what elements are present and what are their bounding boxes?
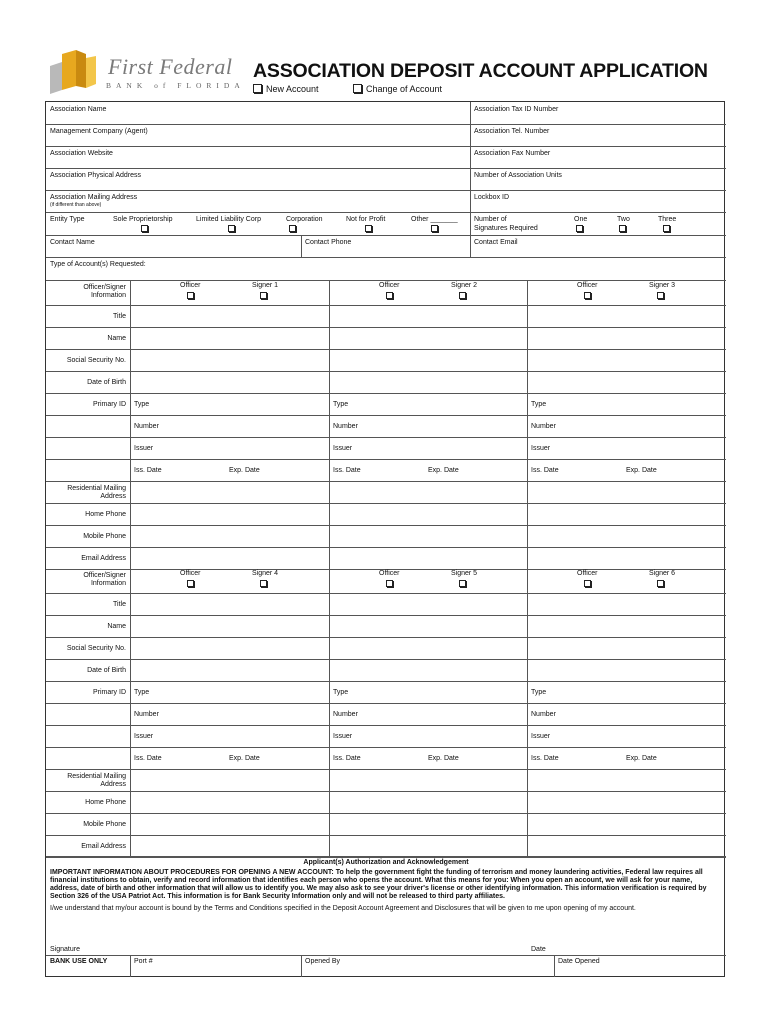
residential-address-label-2: Address	[100, 781, 126, 788]
title-label: Title	[113, 601, 126, 608]
tax-id-field[interactable]: Association Tax ID Number	[474, 106, 559, 113]
entity-option-label: Not for Profit	[346, 216, 386, 223]
rule-line	[46, 525, 726, 526]
other-entity-checkbox[interactable]	[431, 225, 438, 232]
rule-line	[46, 835, 726, 836]
expiry-date-field[interactable]: Exp. Date	[428, 467, 459, 474]
rule-line	[527, 568, 528, 857]
rule-line	[527, 280, 528, 569]
authorization-heading: Applicant(s) Authorization and Acknowledgement	[303, 859, 469, 866]
ssn-label: Social Security No.	[66, 357, 126, 364]
residential-address-label: Residential Mailing	[67, 485, 126, 492]
expiry-date-field[interactable]: Exp. Date	[428, 755, 459, 762]
lockbox-field[interactable]: Lockbox ID	[474, 194, 510, 201]
sig-option-label: Three	[658, 216, 677, 223]
new-account-label: New Account	[266, 84, 319, 94]
title-label: Title	[113, 313, 126, 320]
entity-option-label: Limited Liability Corp	[196, 216, 261, 223]
signer-number-label: Signer 4	[252, 570, 279, 577]
rule-line	[46, 769, 726, 770]
signatures-required-label: Number of	[474, 216, 507, 223]
dob-label: Date of Birth	[87, 379, 126, 386]
contact-name-field[interactable]: Contact Name	[50, 239, 95, 246]
rule-line	[46, 481, 726, 482]
mailing-address-note: (if different than above)	[50, 202, 102, 208]
expiry-date-field[interactable]: Exp. Date	[626, 467, 657, 474]
officer-label: Officer	[577, 570, 598, 577]
association-name-field[interactable]: Association Name	[50, 106, 107, 113]
signer-number-label: Signer 3	[649, 282, 676, 289]
rule-line	[46, 659, 726, 660]
id-issuer-field[interactable]: Issuer	[134, 733, 154, 740]
name-label: Name	[107, 335, 126, 342]
rule-line	[46, 503, 726, 504]
residential-address-label-2: Address	[100, 493, 126, 500]
two-signatures-checkbox[interactable]	[619, 225, 626, 232]
id-issuer-field[interactable]: Issuer	[531, 733, 551, 740]
id-number-field[interactable]: Number	[531, 711, 556, 718]
signer-number-label: Signer 6	[649, 570, 676, 577]
change-account-option[interactable]	[353, 84, 442, 94]
opened-by-field[interactable]: Opened By	[305, 958, 341, 965]
bank-use-only-label: BANK USE ONLY	[50, 958, 108, 965]
rule-line	[46, 547, 726, 548]
not-for-profit-checkbox[interactable]	[365, 225, 372, 232]
physical-address-field[interactable]: Association Physical Address	[50, 172, 142, 179]
tel-number-field[interactable]: Association Tel. Number	[474, 128, 550, 135]
primary-id-label: Primary ID	[92, 401, 126, 408]
rule-line	[46, 747, 726, 748]
signer-number-label: Signer 2	[451, 282, 478, 289]
mobile-phone-label: Mobile Phone	[83, 533, 126, 540]
id-number-field[interactable]: Number	[134, 711, 159, 718]
home-phone-label: Home Phone	[85, 799, 126, 806]
officer-checkbox[interactable]	[584, 292, 591, 299]
signer-checkbox[interactable]	[260, 292, 267, 299]
signer-info-label: Officer/Signer	[83, 572, 126, 579]
important-notice: IMPORTANT INFORMATION ABOUT PROCEDURES FOR OPENING A NEW ACCOUNT: To help the government fight the funding of terrorism and money laundering activities, Federal law requires all financial institutions to obtain, verify and record information that identifies each person who opens the account. What this means for you: When you open an account, we will ask for your name, address, date of birth and other information that will allow us to identify you. We may also ask to see your driver's license or other identifying information. This information verification is required by Section 326 of the USA Patriot Act. This information is for Bank Security Information only and will not be released to third party affiliates.	[50, 869, 707, 900]
id-number-field[interactable]: Number	[333, 423, 358, 430]
signer-checkbox[interactable]	[657, 292, 664, 299]
officer-checkbox[interactable]	[584, 580, 591, 587]
entity-option-label: Other _______	[411, 216, 458, 223]
rule-line	[329, 280, 330, 569]
id-issuer-field[interactable]: Issuer	[531, 445, 551, 452]
bank-logo	[46, 46, 245, 98]
expiry-date-field[interactable]: Exp. Date	[626, 755, 657, 762]
signer-checkbox[interactable]	[260, 580, 267, 587]
signer-info-label-2: Information	[90, 580, 126, 587]
ssn-label: Social Security No.	[66, 645, 126, 652]
rule-line	[46, 615, 726, 616]
signer-info-label: Officer/Signer	[83, 284, 126, 291]
account-types-field[interactable]: Type of Account(s) Requested:	[50, 261, 146, 268]
issue-date-field[interactable]: Iss. Date	[333, 755, 361, 762]
id-issuer-field[interactable]: Issuer	[134, 445, 154, 452]
page-title: ASSOCIATION DEPOSIT ACCOUNT APPLICATION	[253, 60, 708, 82]
id-number-field[interactable]: Number	[134, 423, 159, 430]
rule-line	[46, 681, 726, 682]
residential-address-label: Residential Mailing	[67, 773, 126, 780]
id-type-field[interactable]: Type	[333, 401, 349, 408]
rule-line	[46, 327, 726, 328]
signer-checkbox[interactable]	[459, 580, 466, 587]
signer-info-label-2: Information	[90, 292, 126, 299]
llc-checkbox[interactable]	[228, 225, 235, 232]
change-account-checkbox[interactable]	[353, 84, 362, 93]
contact-phone-field[interactable]: Contact Phone	[305, 239, 352, 246]
rule-line	[46, 703, 726, 704]
id-issuer-field[interactable]: Issuer	[333, 445, 353, 452]
entity-option-label: Corporation	[286, 216, 323, 223]
sole-proprietorship-checkbox[interactable]	[141, 225, 148, 232]
sig-option-label: Two	[617, 216, 630, 223]
officer-label: Officer	[379, 282, 400, 289]
officer-label: Officer	[180, 282, 201, 289]
home-phone-label: Home Phone	[85, 511, 126, 518]
rule-line	[46, 593, 726, 594]
mobile-phone-label: Mobile Phone	[83, 821, 126, 828]
signature-field[interactable]: Signature	[50, 946, 80, 953]
terms-acknowledgement: I/we understand that my/our account is bound by the Terms and Conditions specified in the Deposit Account Agreement and Disclosures that will be given to me upon opening of my account.	[50, 905, 636, 912]
management-company-field[interactable]: Management Company (Agent)	[50, 128, 148, 135]
rule-line	[46, 791, 726, 792]
primary-id-label: Primary ID	[92, 689, 126, 696]
change-account-label: Change of Account	[366, 84, 443, 94]
corporation-checkbox[interactable]	[289, 225, 296, 232]
id-type-field[interactable]: Type	[531, 401, 547, 408]
id-type-field[interactable]: Type	[134, 689, 150, 696]
application-form	[45, 101, 725, 977]
rule-line	[46, 637, 726, 638]
issue-date-field[interactable]: Iss. Date	[531, 467, 559, 474]
rule-line	[46, 393, 726, 394]
issue-date-field[interactable]: Iss. Date	[333, 467, 361, 474]
logo-name: First Federal	[108, 54, 233, 79]
entity-option-label: Sole Proprietorship	[113, 216, 173, 223]
email-label: Email Address	[81, 843, 126, 850]
logo-subtitle: BANK of FLORIDA	[106, 81, 245, 90]
fax-number-field[interactable]: Association Fax Number	[474, 150, 551, 157]
signer-checkbox[interactable]	[459, 292, 466, 299]
signer-number-label: Signer 1	[252, 282, 279, 289]
date-field[interactable]: Date	[531, 946, 546, 953]
signatures-required-label-2: Signatures Required	[474, 225, 538, 232]
entity-type-label: Entity Type	[50, 216, 85, 223]
rule-line	[46, 437, 726, 438]
officer-checkbox[interactable]	[187, 292, 194, 299]
officer-label: Officer	[180, 570, 201, 577]
one-signature-checkbox[interactable]	[576, 225, 583, 232]
email-label: Email Address	[81, 555, 126, 562]
units-field[interactable]: Number of Association Units	[474, 172, 562, 179]
rule-line	[46, 725, 726, 726]
rule-line	[46, 305, 726, 306]
rule-line	[46, 349, 726, 350]
expiry-date-field[interactable]: Exp. Date	[229, 755, 260, 762]
issue-date-field[interactable]: Iss. Date	[134, 755, 162, 762]
officer-checkbox[interactable]	[386, 292, 393, 299]
id-type-field[interactable]: Type	[333, 689, 349, 696]
id-type-field[interactable]: Type	[134, 401, 150, 408]
expiry-date-field[interactable]: Exp. Date	[229, 467, 260, 474]
rule-line	[329, 568, 330, 857]
officer-label: Officer	[379, 570, 400, 577]
rule-line	[46, 857, 726, 858]
signer-checkbox[interactable]	[657, 580, 664, 587]
website-field[interactable]: Association Website	[50, 150, 113, 157]
sig-option-label: One	[574, 216, 588, 223]
id-number-field[interactable]: Number	[531, 423, 556, 430]
contact-email-field[interactable]: Contact Email	[474, 239, 518, 246]
id-number-field[interactable]: Number	[333, 711, 358, 718]
name-label: Name	[107, 623, 126, 630]
dob-label: Date of Birth	[87, 667, 126, 674]
rule-line	[46, 371, 726, 372]
officer-checkbox[interactable]	[187, 580, 194, 587]
rule-line	[130, 568, 131, 857]
issue-date-field[interactable]: Iss. Date	[134, 467, 162, 474]
rule-line	[46, 459, 726, 460]
port-field[interactable]: Port #	[134, 958, 153, 965]
officer-label: Officer	[577, 282, 598, 289]
rule-line	[130, 280, 131, 569]
date-opened-field[interactable]: Date Opened	[558, 958, 600, 965]
logo-mark-icon	[46, 46, 102, 98]
three-signatures-checkbox[interactable]	[663, 225, 670, 232]
rule-line	[46, 813, 726, 814]
issue-date-field[interactable]: Iss. Date	[531, 755, 559, 762]
officer-checkbox[interactable]	[386, 580, 393, 587]
rule-line	[46, 415, 726, 416]
new-account-checkbox[interactable]	[253, 84, 262, 93]
id-issuer-field[interactable]: Issuer	[333, 733, 353, 740]
signer-number-label: Signer 5	[451, 570, 478, 577]
id-type-field[interactable]: Type	[531, 689, 547, 696]
mailing-address-field[interactable]: Association Mailing Address	[50, 194, 138, 201]
new-account-option[interactable]	[253, 84, 319, 94]
